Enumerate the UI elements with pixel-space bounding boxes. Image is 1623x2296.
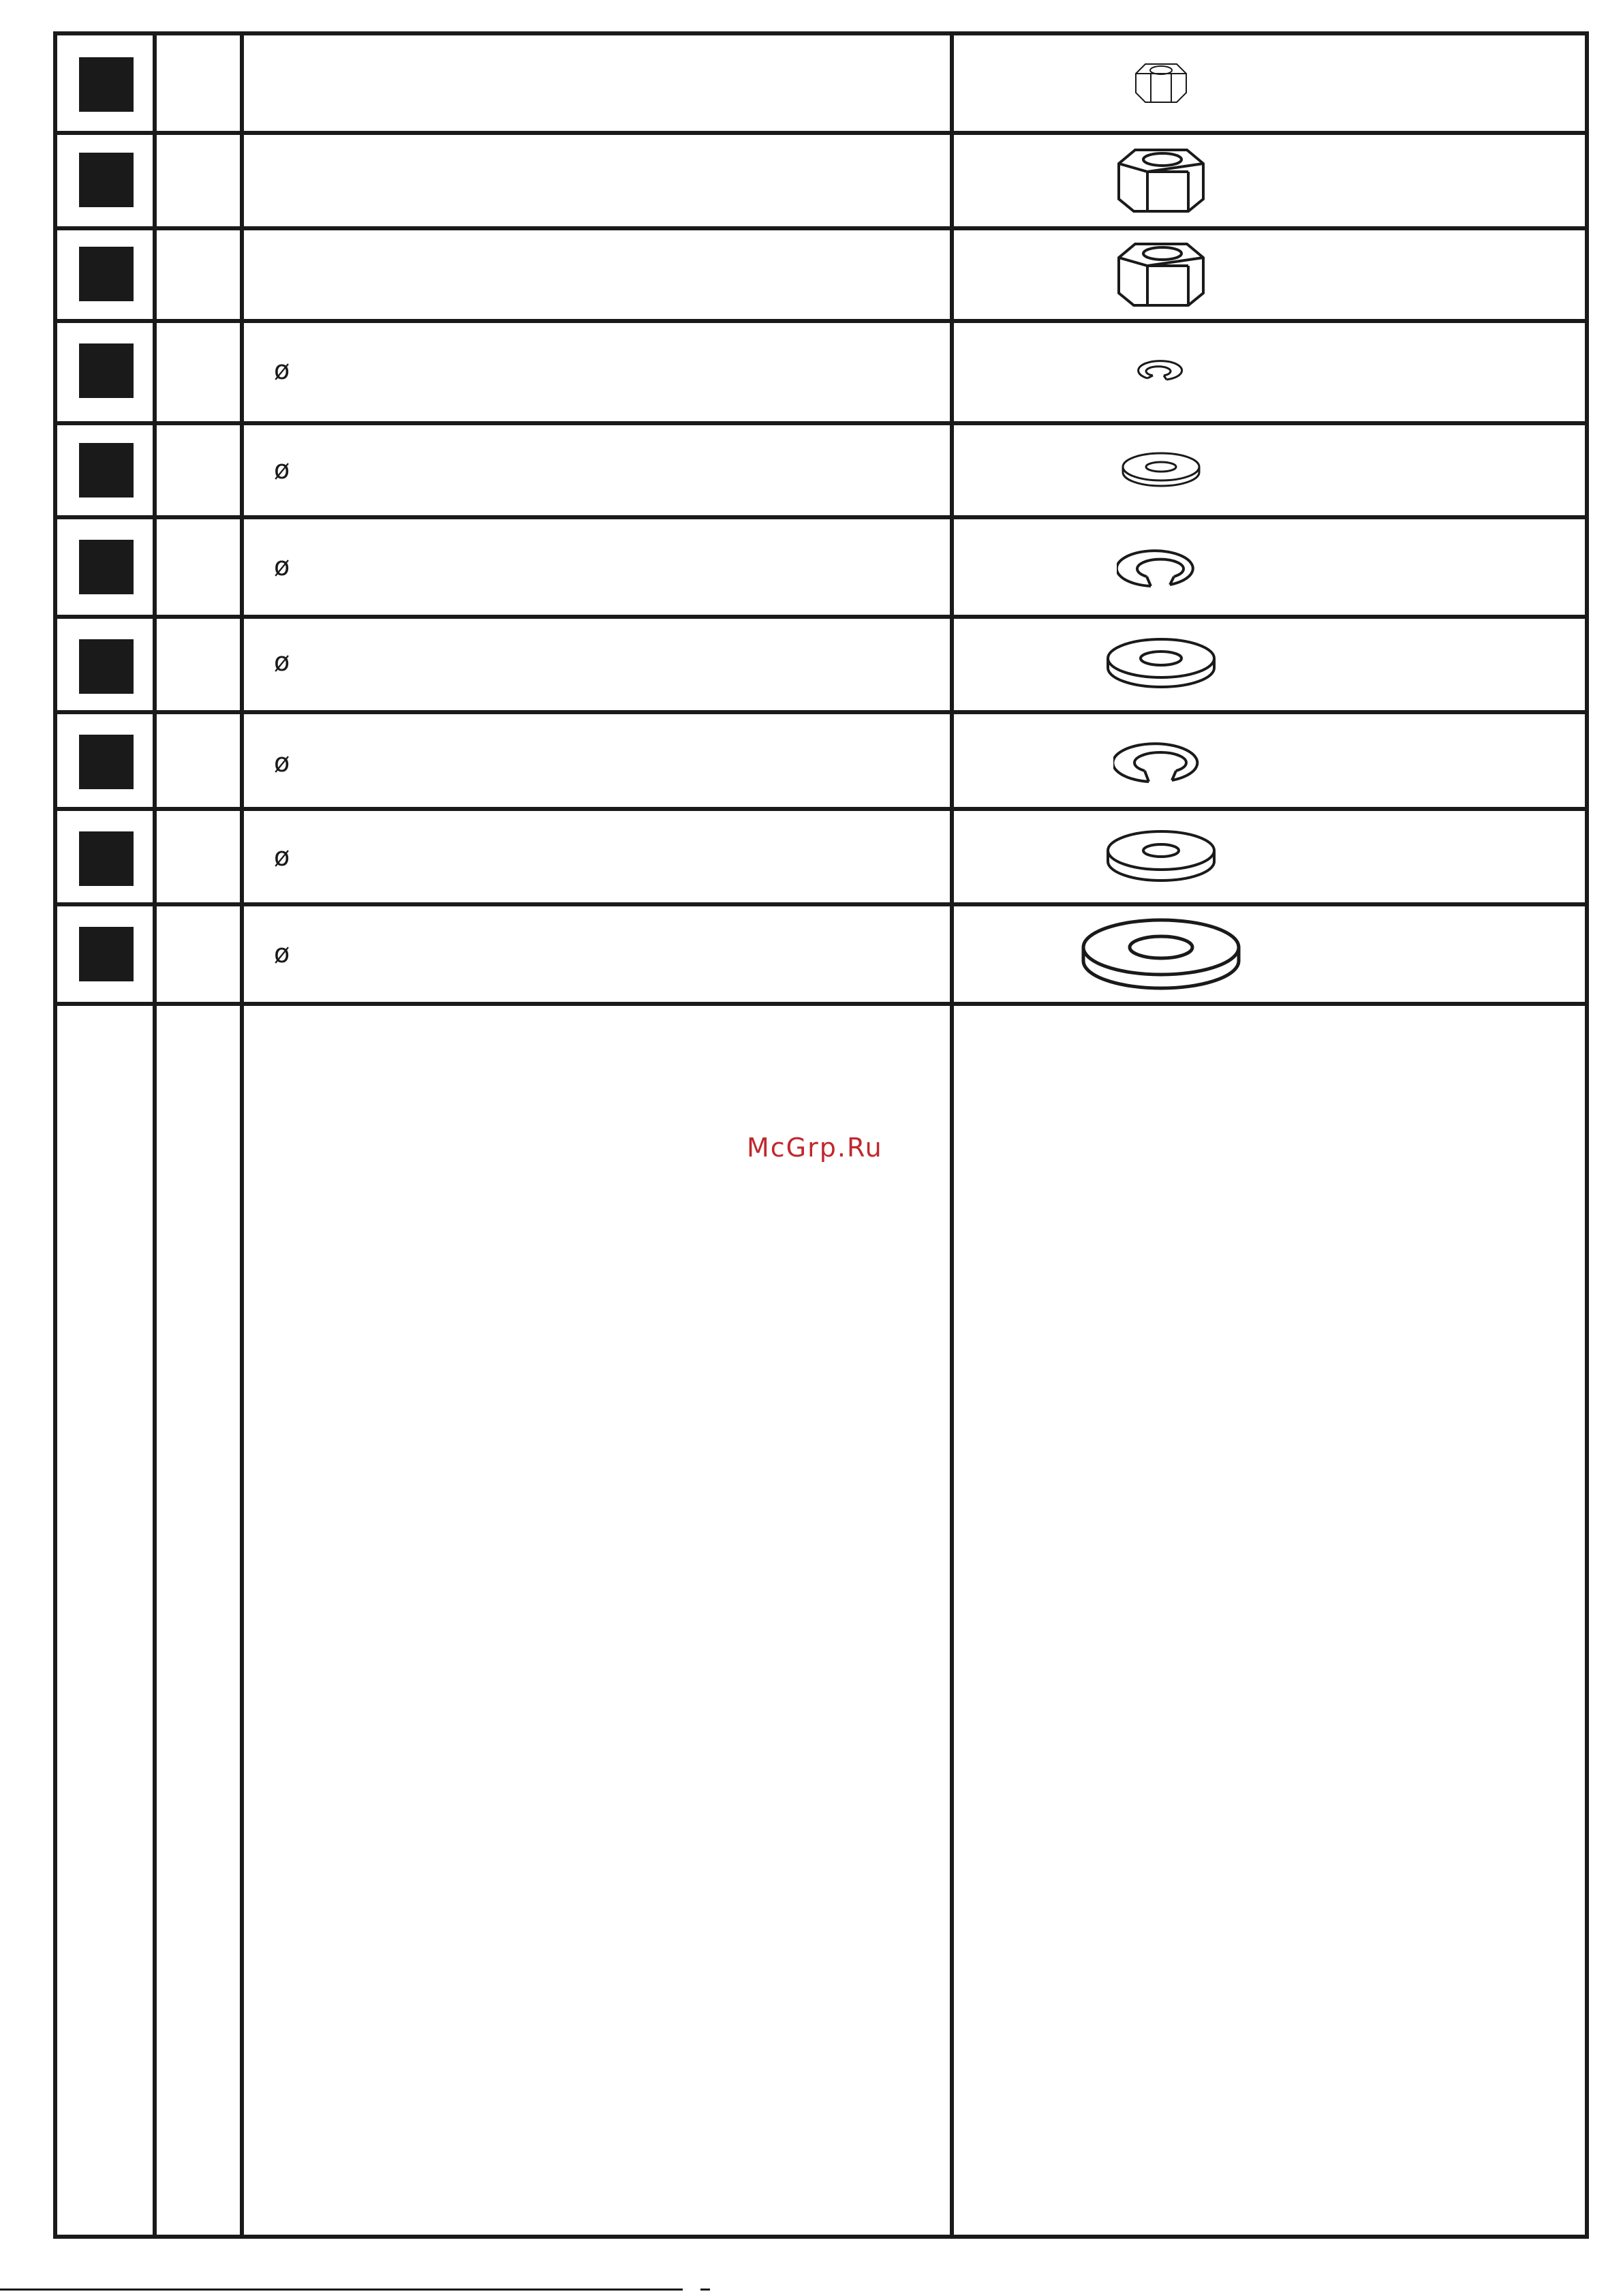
diameter-symbol: ø	[274, 938, 290, 968]
diameter-symbol: ø	[274, 355, 290, 385]
row-marker	[79, 247, 134, 301]
row-marker	[79, 831, 134, 886]
row-marker	[79, 153, 134, 207]
table-row	[57, 714, 1585, 811]
footer-rule	[0, 2289, 683, 2291]
large-hex-nut-icon	[1025, 135, 1297, 226]
table-row	[57, 811, 1585, 906]
diameter-symbol: ø	[274, 748, 290, 778]
table-row	[57, 425, 1585, 519]
large-spring-washer-icon	[1025, 714, 1297, 807]
diameter-symbol: ø	[274, 455, 290, 485]
table-row	[57, 323, 1585, 425]
small-hex-nut-icon	[1025, 35, 1297, 131]
diameter-symbol: ø	[274, 551, 290, 581]
watermark: McGrp.Ru	[747, 1133, 883, 1163]
diameter-symbol: ø	[274, 842, 290, 872]
table-row	[57, 230, 1585, 323]
medium-flat-washer-icon	[1025, 619, 1297, 710]
row-marker	[79, 443, 134, 498]
table-row	[57, 519, 1585, 619]
footer-mark	[700, 2289, 710, 2291]
row-marker	[79, 343, 134, 398]
table-row	[57, 135, 1585, 230]
table-row	[57, 619, 1585, 714]
row-marker	[79, 639, 134, 694]
row-marker	[79, 540, 134, 594]
large-hex-nut-icon	[1025, 230, 1297, 319]
medium-spring-washer-icon	[1025, 519, 1297, 615]
row-marker	[79, 57, 134, 112]
row-marker	[79, 735, 134, 789]
diameter-symbol: ø	[274, 647, 290, 677]
small-flat-washer-icon	[1025, 425, 1297, 515]
large-flat-washer-icon	[1025, 811, 1297, 902]
table-row	[57, 35, 1585, 135]
extra-large-flat-washer-icon	[1025, 906, 1297, 1002]
small-spring-washer-icon	[1025, 323, 1297, 421]
row-marker	[79, 927, 134, 981]
table-row	[57, 906, 1585, 1006]
